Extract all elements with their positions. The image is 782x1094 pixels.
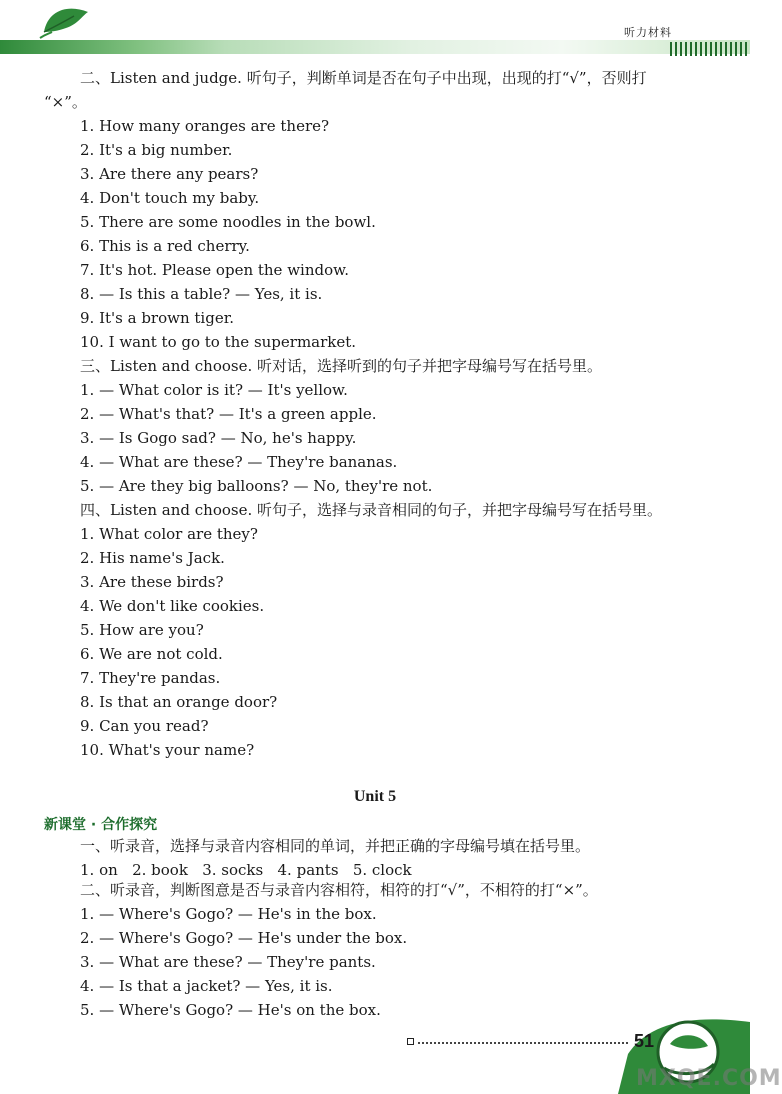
footer-square-icon [407,1038,414,1045]
list-item: 7. They're pandas. [80,669,221,687]
list-item: 2. His name's Jack. [80,549,225,567]
list-item: 1. — Where's Gogo? — He's in the box. [80,905,377,923]
unit-question-1: 一、听录音，选择与录音内容相同的单词，并把正确的字母编号填在括号里。 [80,837,591,855]
unit-subhead: 新课堂 · 合作探究 [44,817,158,833]
header-band [0,40,750,54]
watermark: MXQE.COM [636,1066,782,1091]
list-item: 3. Are there any pears? [80,165,259,183]
list-item: 10. What's your name? [80,741,255,759]
unit-question-2: 二、听录音，判断图意是否与录音内容相符，相符的打“√”，不相符的打“×”。 [80,881,598,899]
list-item: 5. — Are they big balloons? — No, they're not. [80,477,433,495]
list-item: 3. Are these birds? [80,573,224,591]
section-heading-2-cont: “×”。 [44,93,87,111]
header-ticks [670,42,750,56]
list-item: 4. Don't touch my baby. [80,189,260,207]
list-item: 2. — Where's Gogo? — He's under the box. [80,929,408,947]
list-item: 2. — What's that? — It's a green apple. [80,405,377,423]
list-item: 1. What color are they? [80,525,258,543]
list-item: 7. It's hot. Please open the window. [80,261,349,279]
list-item: 4. — Is that a jacket? — Yes, it is. [80,977,333,995]
list-item: 4. We don't like cookies. [80,597,265,615]
page-number: 51 [634,1031,655,1051]
list-item: 9. It's a brown tiger. [80,309,234,327]
list-item: 4. — What are these? — They're bananas. [80,453,398,471]
page-header [0,0,750,62]
list-item: 6. We are not cold. [80,645,223,663]
section-heading-4: 四、Listen and choose. 听句子，选择与录音相同的句子，并把字母编号写在括号里。 [80,501,663,519]
list-item: 5. There are some noodles in the bowl. [80,213,376,231]
footer-dotted-rule [418,1042,628,1044]
list-item: 9. Can you read? [80,717,209,735]
list-item: 8. Is that an orange door? [80,693,278,711]
list-item: 2. It's a big number. [80,141,233,159]
list-item: 1. — What color is it? — It's yellow. [80,381,348,399]
list-item: 5. How are you? [80,621,204,639]
ginkgo-leaf-icon [38,2,94,42]
section-heading-2: 二、Listen and judge. 听句子，判断单词是否在句子中出现，出现的打“√”，否则打 [80,69,647,87]
list-item: 8. — Is this a table? — Yes, it is. [80,285,323,303]
unit-question-1-items: 1. on 2. book 3. socks 4. pants 5. clock [80,861,412,879]
list-item: 5. — Where's Gogo? — He's on the box. [80,1001,381,1019]
list-item: 3. — What are these? — They're pants. [80,953,376,971]
list-item: 3. — Is Gogo sad? — No, he's happy. [80,429,357,447]
list-item: 6. This is a red cherry. [80,237,250,255]
header-label: 听力材料 [624,26,672,39]
unit-title: Unit 5 [353,788,397,805]
list-item: 1. How many oranges are there? [80,117,330,135]
section-heading-3: 三、Listen and choose. 听对话，选择听到的句子并把字母编号写在括号里。 [80,357,602,375]
list-item: 10. I want to go to the supermarket. [80,333,357,351]
